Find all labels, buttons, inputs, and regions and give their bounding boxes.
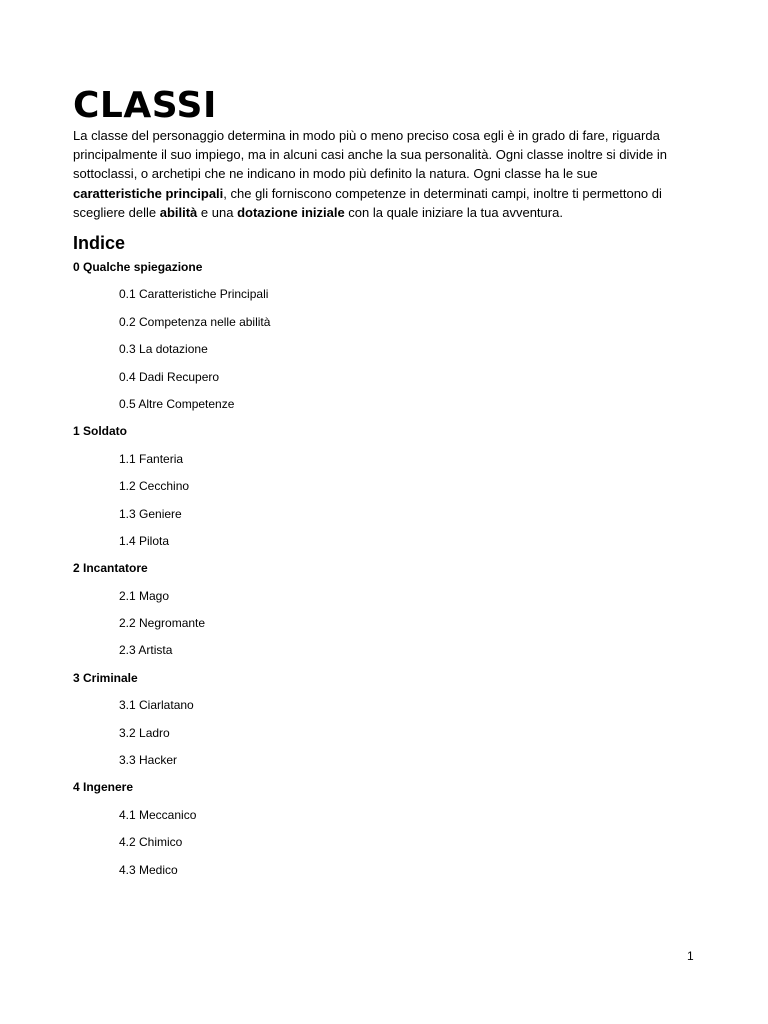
toc-section-item: 2 Incantatore <box>73 561 148 576</box>
intro-bold-1: caratteristiche principali <box>73 185 224 201</box>
toc-subsection-item: 1.1 Fanteria <box>119 451 184 466</box>
intro-paragraph <box>73 126 688 222</box>
toc-subsection-item: 0.5 Altre Competenze <box>119 396 235 411</box>
toc-subsection-item: 0.3 La dotazione <box>119 342 208 357</box>
toc-subsection-item: 3.2 Ladro <box>119 725 170 740</box>
toc-subsection-item: 1.3 Geniere <box>119 506 182 521</box>
toc-subsection-item: 3.3 Hacker <box>119 753 178 768</box>
table-of-contents <box>73 259 693 889</box>
toc-subsection-item: 3.1 Ciarlatano <box>119 698 194 713</box>
toc-section-item: 0 Qualche spiegazione <box>73 260 203 275</box>
intro-bold-3: dotazione iniziale <box>237 204 345 220</box>
toc-section-item: 1 Soldato <box>73 424 128 439</box>
index-heading: Indice <box>73 233 126 254</box>
toc-section-item: 4 Ingenere <box>73 780 134 795</box>
toc-subsection-item: 2.1 Mago <box>119 588 170 603</box>
page-title: CLASSI <box>73 85 217 126</box>
toc-subsection-item: 1.4 Pilota <box>119 533 170 548</box>
intro-text-1: La classe del personaggio determina in modo più o meno preciso cosa egli è in grado di fare, riguarda principalmente il suo impiego, ma in alcuni casi anche la sua personalità. Ogni classe inoltre si divide in sottoclassi, o archetipi che ne indicano in modo più definito la natura. Ogni classe ha le sue <box>73 128 667 182</box>
toc-subsection-item: 0.1 Caratteristiche Principali <box>119 287 269 302</box>
toc-subsection-item: 2.2 Negromante <box>119 616 206 631</box>
intro-text-2: , che gli forniscono competenze in determinati campi, inoltre ti permettono di scegliere delle <box>73 185 662 220</box>
intro-text-4: con la quale iniziare la tua avventura. <box>344 204 563 220</box>
toc-section-item: 3 Criminale <box>73 670 138 685</box>
intro-text-3: e una <box>197 204 238 220</box>
toc-subsection-item: 0.2 Competenza nelle abilità <box>119 314 271 329</box>
intro-bold-2: abilità <box>159 204 198 220</box>
page-number: 1 <box>687 949 694 963</box>
toc-subsection-item: 1.2 Cecchino <box>119 479 190 494</box>
document-page <box>73 86 693 889</box>
toc-subsection-item: 0.4 Dadi Recupero <box>119 369 220 384</box>
toc-subsection-item: 4.3 Medico <box>119 862 178 877</box>
toc-subsection-item: 4.2 Chimico <box>119 835 183 850</box>
toc-subsection-item: 4.1 Meccanico <box>119 807 197 822</box>
toc-subsection-item: 2.3 Artista <box>119 643 173 658</box>
